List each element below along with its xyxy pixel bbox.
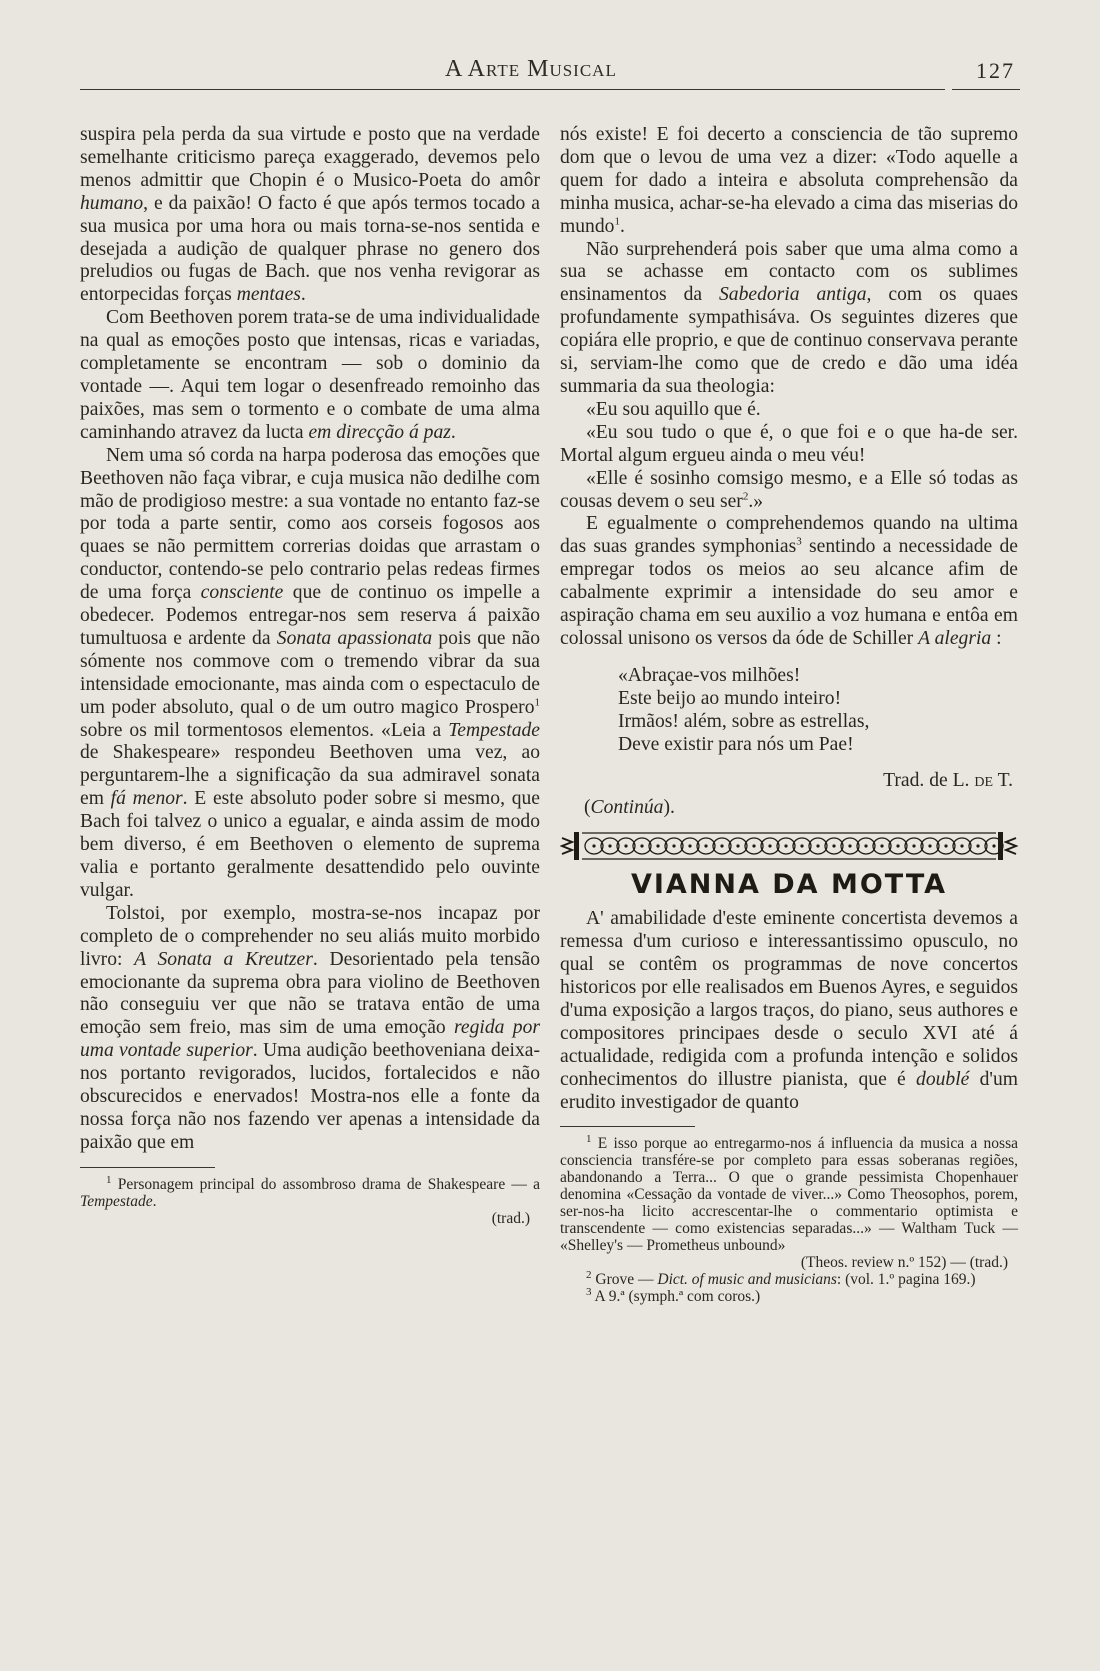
paragraph-vianna: A' amabilidade d'este eminente concertista devemos a remessa d'um curioso e interessantissimo opusculo, no qual se contêm os programmas de nove concertos historicos por elle realisados em Buenos Ayres, e seguidos d'uma exposição a largos traços, do piano, seus authores e compositores principaes desde o seculo XVI até á actualidade, redigida com a profunda intenção e solidos conhecimentos do illustre pianista, que é doublé d'um erudito investigador de quanto	[560, 908, 1018, 1113]
paragraph-beethoven: Com Beethoven porem trata-se de uma individualidade na qual as emoções posto que intensas, ricas e variadas, completamente se encontram — sob o dominio da vontade —. Aqui tem logar o desenfreado remoinho das paixões, mas sem o tormento e o combate de uma alma caminhando atravez da lucta em direcção á paz.	[80, 307, 540, 443]
page-header	[80, 56, 1020, 90]
ornamental-divider	[560, 828, 1018, 864]
section-title: VIANNA DA MOTTA	[630, 869, 948, 901]
paragraph-chopin: suspira pela perda da sua virtude e posto que na verdade semelhante criticismo pareça exaggerado, devemos pelo menos admittir que Chopin é o Musico-Poeta do amôr humano, e da paixão! O facto é que após termos tocado a sua musica por uma hora ou mais torna-se-nos sentida e desejada a audição de qualquer phrase no genero dos preludios ou fugas de Bach. que nos venha revigorar as entorpecidas forças mentaes.	[80, 124, 540, 306]
ornament-dot	[752, 845, 755, 848]
ornament-dot	[624, 845, 627, 848]
ornament-dot	[592, 845, 595, 848]
ornament-dot	[976, 845, 979, 848]
header-rule	[80, 89, 945, 90]
ornament-dot	[784, 845, 787, 848]
right-column	[560, 124, 1018, 1305]
paragraph-tolstoi: Tolstoi, por exemplo, mostra-se-nos incapaz por completo de o comprehender no seu aliás muito morbido livro: A Sonata a Kreutzer. Desorientado pela tensão emocionante da suprema obra para violino de Beethoven não conseguiu ver que não se tratava então de uma emoção sem freio, mas sim de uma emoção regida por uma vontade superior. Uma audição beethoveniana deixa-nos portanto revigorados, lucidos, fortalecidos e não obscurecidos e enervados! Mostra-nos elle a fonte da nossa força não nos fazendo ver apenas a intensidade da paixão que em	[80, 902, 540, 1153]
ornament-dot	[816, 845, 819, 848]
ornament-dot	[896, 845, 899, 848]
running-title: A Arte Musical	[445, 56, 617, 82]
ornament-dot	[960, 845, 963, 848]
ornament-dot	[768, 845, 771, 848]
ornament-border-icon	[560, 828, 1018, 864]
footnote-1-source: (Theos. review n.º 152) — (trad.)	[800, 1254, 1008, 1272]
paragraph-consciencia: nós existe! E foi decerto a consciencia de tão supremo dom que o levou de uma vez a dizer: «Todo aquelle a quem for dado a inteira e absoluta comprehensão da minha musica, achar-se-ha elevado a cima das miserias do mundo$^1$.	[560, 124, 1018, 237]
ornament-dot	[688, 845, 691, 848]
paragraph-symphonia: E egualmente o comprehendemos quando na ultima das suas grandes symphonias$^3$ sentindo a necessidade de empregar todos os meios ao seu alcance afim de cabalmente exprimir a intensidade do seu amor e aspiração chama em seu auxilio a voz humana e entôa em colossal unisono os versos da óde de Schiller A alegria :	[560, 513, 1019, 649]
quote-line: «Eu sou aquillo que é.	[586, 398, 761, 420]
footnote-2: $^2$ Grove — Dict. of music and musicians: (vol. 1.º pagina 169.)	[586, 1269, 976, 1289]
footnote-ref: 1	[534, 696, 540, 709]
ornament-dot	[720, 845, 723, 848]
ornament-dot	[832, 845, 835, 848]
ornament-dot	[800, 845, 803, 848]
translator-signature: Trad. de L. de T.	[883, 770, 1013, 792]
ornament-dot	[848, 845, 851, 848]
ornament-dot	[992, 845, 995, 848]
footnote-3: $^3$ A 9.ª (symph.ª com coros.)	[586, 1286, 761, 1306]
footnote-ref: 3	[796, 535, 802, 548]
ornament-dot	[880, 845, 883, 848]
quote-line: «Elle é sosinho comsigo mesmo, e a Elle só todas as cousas devem o seu ser$^2$.»	[560, 467, 1018, 512]
ornament-dot	[656, 845, 659, 848]
page-number: 127	[976, 58, 1015, 83]
ornament-dot	[672, 845, 675, 848]
continua-note: (Continúa).	[584, 797, 675, 819]
left-column	[80, 124, 540, 1227]
paragraph-sabedoria: Não surprehenderá pois saber que uma alma como a sua se achasse em contacto com os sublimes ensinamentos da Sabedoria antiga, com os quaes profundamente sympathisáva. Os seguintes dizeres que copiára elle proprio, e que de continuo conservava perante si, serviam-lhe como que de credo e dão uma idéa summaria da sua theologia:	[560, 238, 1018, 397]
quote-line: «Eu sou tudo o que é, o que foi e o que ha-de ser. Mortal algum ergueu ainda o meu véu!	[560, 421, 1018, 466]
page-number-rule	[952, 89, 1020, 90]
verse-line: «Abraçae-vos milhões!	[618, 664, 801, 686]
paragraph-harpa: Nem uma só corda na harpa poderosa das emoções que Beethoven não faça vibrar, e cuja musica não dedilhe com mão de prodigioso mestre: a sua vontade no entanto faz-se por toda a parte sentir, como aos corseis fogosos aos quaes se não permittem correrias doidas que arrastam o conductor, contendo-se pelo contrario pelas redeas firmes de uma força consciente que de continuo os impelle a obedecer. Podemos entregar-nos sem reserva á paixão tumultuosa e ardente da Sonata apassionata pois que não sómente nos commove com o tremendo vibrar da sua intensidade emocionante, mas ainda com o espectaculo de um poder absoluto, qual o de um outro magico Prospero$^1$ sobre os mil tormentosos elementos. «Leia a Tempestade de Shakespeare» respondeu Beethoven uma vez, ao perguntarem-lhe a significação da sua admiravel sonata em fá menor. E este absoluto poder sobre si mesmo, que Bach foi talvez o unico a egualar, e ainda assim de modo bem diverso, é em Beethoven o elemento de suprema valia e portanto geralmente desattendido pelo ouvinte vulgar.	[80, 444, 540, 901]
ornament-dot	[928, 845, 931, 848]
ornament-dot	[704, 845, 707, 848]
ornament-dot	[944, 845, 947, 848]
ornament-dot	[864, 845, 867, 848]
verse-line: Deve existir para nós um Pae!	[618, 733, 854, 755]
footnote-credit: (trad.)	[491, 1209, 530, 1227]
footnote-1-left: $^1$ Personagem principal do assombroso drama de Shakespeare — a Tempestade. (trad.)	[80, 1173, 540, 1227]
verse-block	[560, 665, 1018, 757]
footnote-ref: 2	[742, 489, 749, 502]
ornament-dot	[640, 845, 643, 848]
footnote-ref: 1	[614, 215, 620, 228]
verse-line: Irmãos! além, sobre as estrellas,	[618, 710, 870, 732]
ornament-dot	[608, 845, 611, 848]
ornament-dot	[912, 845, 915, 848]
ornament-dot	[736, 845, 739, 848]
footnote-rule	[560, 1126, 695, 1127]
footnote-1: $^1$ E isso porque ao entregarmo-nos á influencia da musica a nossa consciencia transfére-se por completo para essas soberanas regiões, abandonando a Terra... O que o grande pessimista Chopenhauer denomina «Cessação da vontade de viver...» Como Theosophos, porem, ser-nos-ha licito accrescentar-lhe o commentario optimista e transcendente — como existencias separadas...» — Waltham Tuck — «Shelley's — Prometheus unbound»	[560, 1133, 1018, 1255]
verse-line: Este beijo ao mundo inteiro!	[618, 687, 842, 709]
footnote-rule	[80, 1167, 215, 1168]
footnotes-right	[560, 1135, 1018, 1305]
